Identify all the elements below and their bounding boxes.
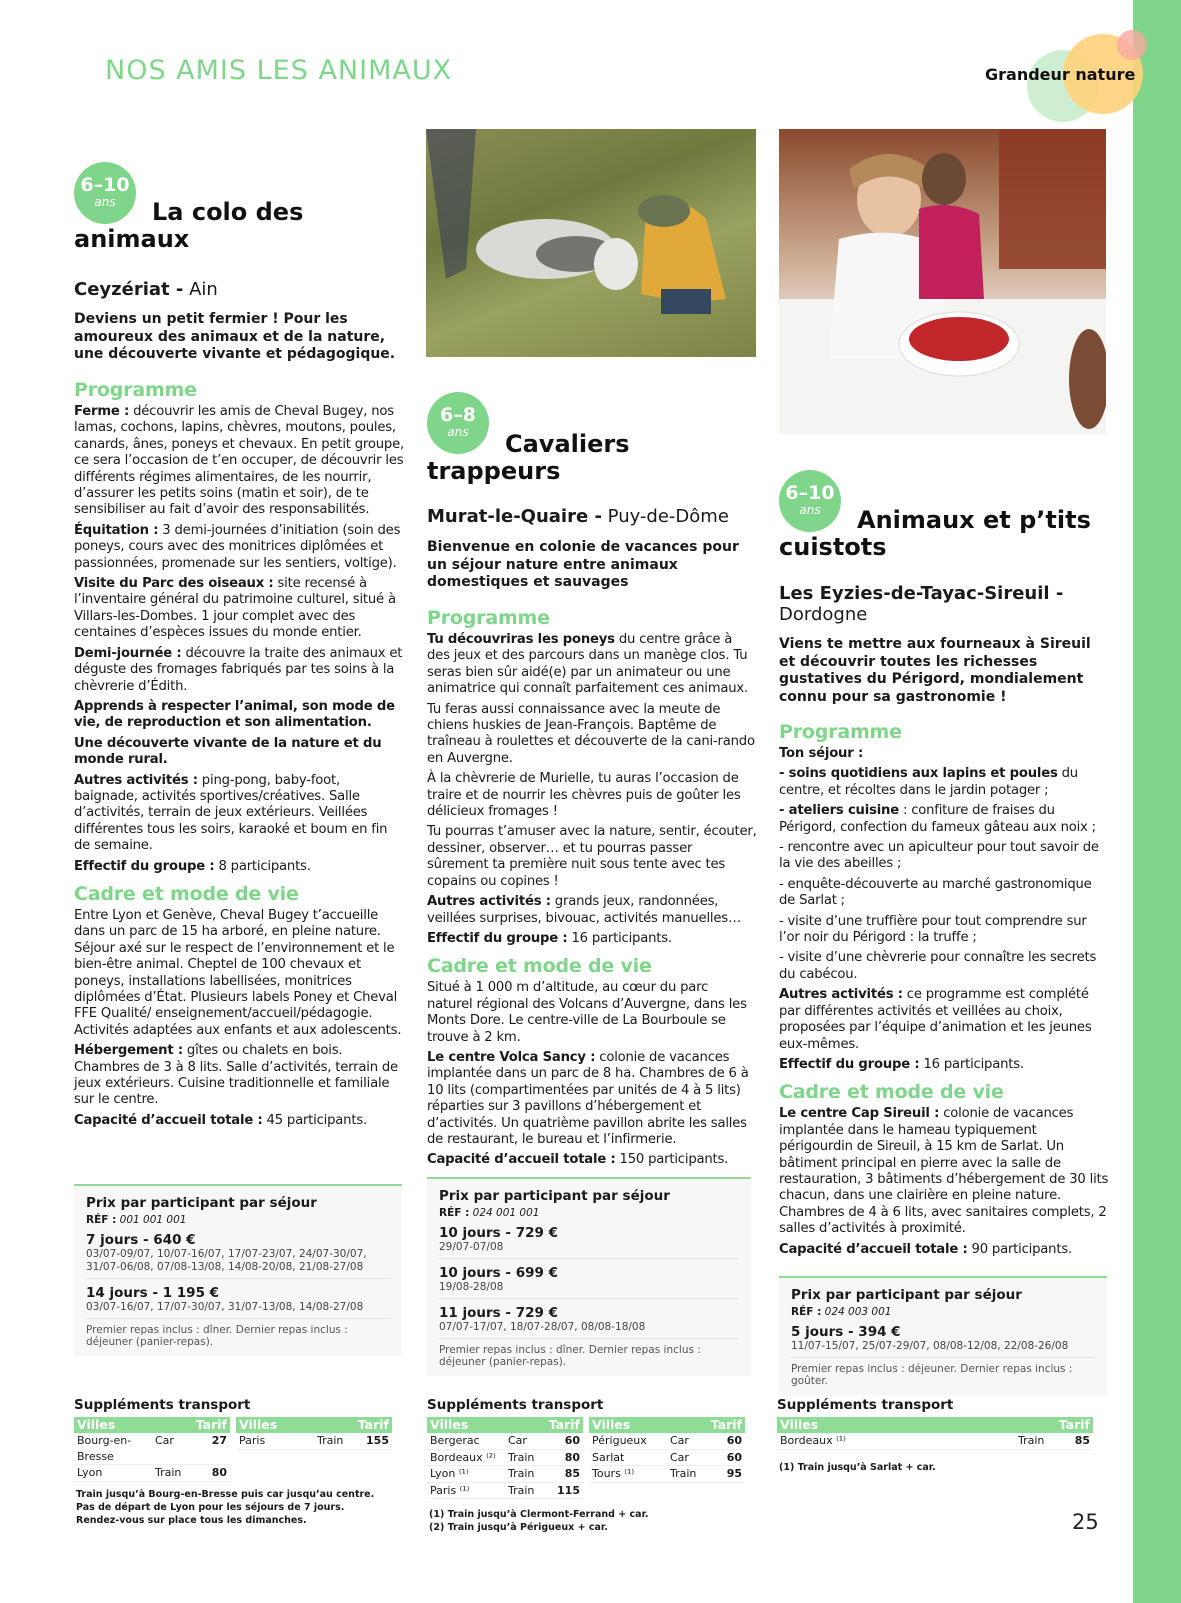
bold-lead: Effectif du groupe : [74,858,215,874]
price-note: Premier repas inclus : déjeuner. Dernier repas inclus : goûter. [791,1363,1073,1387]
page-number: 25 [1072,1510,1099,1534]
table-row [236,1433,392,1450]
price: 60 [726,1450,742,1464]
footnote-line: (2) Train jusqu’à Périgueux + car. [429,1522,608,1533]
programme-paragraph [74,736,404,769]
city: Tours ⁽¹⁾ [592,1467,635,1480]
colo-title: Animaux et p’tits cuistots [779,506,1091,561]
city: Bordeaux ⁽²⁾ [430,1450,496,1464]
colo-body [427,599,757,1173]
mode: Train [508,1483,535,1497]
header-villes: Villes [239,1417,278,1432]
footnote-line: Train jusqu’à Bourg-en-Bresse puis car jusqu’au centre. [76,1489,375,1500]
table-header [589,1417,745,1433]
price: 27 [211,1434,227,1447]
programme-paragraph: Effectif du groupe : 16 participants. [779,1056,1024,1072]
price: 80 [211,1466,227,1479]
programme-paragraph: À la chèvrerie de Murielle, tu auras l’occasion de traire et de nourrir les chèvres puis de goûter les délicieux fromages ! [427,771,741,820]
city: Bordeaux ⁽¹⁾ [780,1434,846,1447]
price-box [74,1184,402,1356]
transport-table [777,1417,1093,1450]
supplements-title: Suppléments transport [427,1397,604,1413]
cadre-heading: Cadre et mode de vie [427,955,652,978]
table-header [236,1417,392,1433]
programme-paragraph: Visite du Parc des oiseaux : site recensé à l’inventaire général du patrimoine culturel, situé à Villars-les-Dombes. 1 jour complet avec des centaines d’espèces issues du monde entier. [74,576,396,641]
mode: Train [1018,1434,1045,1447]
tables-wrap [777,1417,1107,1450]
price-ref: RÉF : 001 001 001 [86,1214,187,1226]
bold-lead: Autres activités : [427,894,551,910]
price-dates: 03/07-09/07, 10/07-16/07, 17/07-23/07, 24/07-30/07, 31/07-06/08, 07/08-13/08, 14/08-20/08, 21/08-27/08 [86,1248,390,1279]
city: Lyon [77,1466,103,1479]
colo-body [779,713,1109,1262]
bold-lead: Capacité d’accueil totale : [427,1152,616,1168]
price-note: Premier repas inclus : dîner. Dernier repas inclus : déjeuner (panier-repas). [86,1324,348,1348]
programme-paragraph: Tu découvriras les poneys du centre grâce à des jeux et des parcours dans un manège clos. Tu seras bien sûr aidé(e) par un animateur ou une animatrice qui connaît parfaitement ces animaux. [427,632,749,697]
mode: Train [317,1434,344,1447]
header-villes: Villes [780,1417,819,1432]
age-badge: 6–10 ans [779,470,841,532]
programme-paragraph: Autres activités : grands jeux, randonnées, veillées surprises, bivouac, activités manuelles… [427,894,741,926]
mode: Car [155,1434,174,1447]
header-tarif: Tarif [195,1417,227,1432]
photo-children-cooking [779,129,1106,434]
colo-intro: Deviens un petit fermier ! Pour les amoureux des animaux et de la nature, une découverte vivante et pédagogique. [74,311,396,362]
city: Bergerac [430,1434,480,1447]
footnote-line: (1) Train jusqu’à Clermont-Ferrand + car. [429,1509,649,1520]
cadre-heading: Cadre et mode de vie [74,882,299,905]
table-header [427,1417,583,1433]
mode: Train [508,1450,535,1464]
price-title: Prix par participant par séjour [439,1188,670,1204]
price-ref: RÉF : 024 001 001 [439,1207,540,1219]
header-villes: Villes [77,1417,116,1432]
city: Lyon ⁽¹⁾ [430,1467,469,1480]
bold-lead: Effectif du groupe : [779,1056,920,1072]
colo-body [74,371,404,1133]
price-title: Prix par participant par séjour [791,1287,1022,1303]
bold-lead: Demi-journée : [74,645,182,661]
transport-supplements [74,1397,404,1482]
side-color-band [1133,0,1181,1603]
programme-paragraph: - soins quotidiens aux lapins et poules du centre, et récoltes dans le jardin potager ; [779,766,1078,798]
price: 115 [557,1483,580,1497]
programme-paragraph: Demi-journée : découvre la traite des animaux et déguste des fromages fabriqués par tes soins à la chèvrerie d’Édith. [74,645,403,694]
transport-supplements [427,1397,757,1499]
programme-paragraph [779,746,1109,762]
cadre-paragraph: Entre Lyon et Genève, Cheval Bugey t’accueille dans un parc de 15 ha arboré, en pleine nature. Séjour axé sur le respect de l’environnement et le bien-être animal. Cheptel de 100 chevaux et poneys, installations labellisées, monitrices diplômées d’État. Plusieurs labels Poney et Cheval FFE Qualité/ enseignement/accueil/pédagogie. Activités adaptées aux enfants et aux adolescents. [74,907,402,1038]
price-duration: 5 jours - 394 € [791,1324,901,1340]
price: 95 [726,1467,742,1480]
cadre-paragraph: Capacité d’accueil totale : 45 participants. [74,1112,367,1128]
footnote-line: Rendez-vous sur place tous les dimanches. [76,1515,307,1526]
city: Périgueux [592,1434,647,1447]
mode: Train [670,1467,697,1480]
transport-footnote [76,1488,406,1527]
price-dates: 19/08-28/08 [439,1281,739,1299]
price-duration: 14 jours - 1 195 € [86,1285,220,1301]
price-duration: 10 jours - 699 € [439,1265,558,1281]
programme-paragraph: Autres activités : ce programme est complété par différentes activités et veillées au choix, proposées par l’équipe d’animation et les jeunes eux-mêmes. [779,987,1092,1052]
price-duration: 11 jours - 729 € [439,1305,558,1321]
bold-lead: Capacité d’accueil totale : [74,1112,263,1128]
mode: Car [670,1434,689,1447]
header-villes: Villes [430,1417,469,1432]
cadre-paragraph: Capacité d’accueil totale : 90 participants. [779,1241,1072,1257]
city: Paris ⁽¹⁾ [430,1483,470,1497]
ref-label: RÉF : [439,1207,470,1219]
programme-paragraph: - visite d’une chèvrerie pour connaître les secrets du cabécou. [779,950,1097,982]
programme-heading: Programme [779,721,902,743]
bold-lead: Ton séjour : [779,746,864,761]
price-note: Premier repas inclus : dîner. Dernier repas inclus : déjeuner (panier-repas). [439,1344,701,1368]
bold-lead: Hébergement : [74,1043,183,1059]
bold-lead: Tu découvriras les poneys [427,632,615,647]
programme-heading: Programme [427,607,550,629]
cadre-paragraph: Le centre Cap Sireuil : colonie de vacances implantée dans le hameau typiquement périgourdin de Sireuil, à 15 km de Sarlat. Un bâtiment principal en pierre avec la salle de restauration, 3 bâtiments d’hébergement de 30 lits chacun, dans une clairière en pleine nature. Chambres de 4 à 6 lits, avec sanitaires complets, 2 salles d’activités à proximité. [779,1106,1109,1237]
header-tarif: Tarif [357,1417,389,1432]
price: 60 [564,1434,580,1447]
table-row [589,1450,745,1467]
programme-paragraph: Effectif du groupe : 8 participants. [74,858,311,874]
price: 85 [564,1467,580,1480]
price-duration: 10 jours - 729 € [439,1225,558,1241]
city: Sarlat [592,1450,625,1464]
colo-intro: Viens te mettre aux fourneaux à Sireuil et découvrir toutes les richesses gustatives du Périgord, mondialement connu pour sa gastronomie ! [779,636,1091,705]
footnote-line: Pas de départ de Lyon pour les séjours de 7 jours. [76,1502,345,1513]
colo-location: Les Eyzies-de-Tayac-Sireuil - Dordogne [779,583,1064,625]
table-row [427,1433,583,1450]
mode: Car [508,1434,527,1447]
ref-label: RÉF : [86,1214,117,1226]
table-row [589,1466,745,1483]
price: 80 [564,1450,580,1464]
price-box [427,1177,751,1376]
category-label: Grandeur nature [985,65,1136,84]
bold-lead: Le centre Volca Sancy : [427,1049,596,1065]
table-row [427,1466,583,1483]
programme-paragraph: Autres activités : ping-pong, baby-foot, baignade, activités sportives/créatives. Salle d’activités, terrain de jeux extérieurs. Veillées différentes tous les soirs, karaoké et boum en fin de semaine. [74,772,388,854]
footnote-line: (1) Train jusqu’à Sarlat + car. [779,1462,936,1473]
mode: Train [508,1467,535,1480]
supplements-title: Suppléments transport [777,1397,954,1413]
city: Bourg-en-Bresse [77,1434,132,1463]
colo-intro: Bienvenue en colonie de vacances pour un séjour nature entre animaux domestiques et sauvages [427,539,739,590]
colo-title: La colo des animaux [74,198,304,253]
tables-wrap [427,1417,757,1499]
bold-lead: Ferme : [74,404,130,419]
programme-paragraph: - enquête-découverte au marché gastronomique de Sarlat ; [779,876,1092,909]
section-title: NOS AMIS LES ANIMAUX [105,55,453,86]
transport-table [427,1417,583,1499]
tables-wrap [74,1417,404,1482]
bold-lead: Effectif du groupe : [427,930,568,946]
programme-paragraph [74,699,404,732]
bold-lead: Capacité d’accueil totale : [779,1241,968,1257]
transport-footnote [429,1508,759,1534]
transport-footnote [779,1461,1109,1474]
programme-paragraph: Tu feras aussi connaissance avec la meute de chiens huskies de Jean-François. Baptême de traîneau à roulettes et découverte de la cani-rando en Auvergne. [427,701,755,766]
cadre-paragraph: Hébergement : gîtes ou chalets en bois. Chambres de 3 à 8 lits. Salle d’activités, terrain de jeux extérieurs. Cuisine traditionnelle et familiale sur le centre. [74,1043,398,1108]
header-tarif: Tarif [710,1417,742,1432]
city: Paris [239,1434,266,1447]
table-row [427,1450,583,1467]
price-ref: RÉF : 024 003 001 [791,1306,892,1318]
colo-title: Cavaliers trappeurs [427,430,630,485]
price: 60 [726,1434,742,1447]
programme-paragraph: Effectif du groupe : 16 participants. [427,930,672,946]
table-row [427,1483,583,1500]
price-duration: 7 jours - 640 € [86,1232,196,1248]
price-dates: 07/07-17/07, 18/07-28/07, 08/08-18/08 [439,1321,739,1339]
transport-table [74,1417,230,1482]
age-badge: 6–10 ans [74,162,136,224]
programme-paragraph: - visite d’une truffière pour tout comprendre sur l’or noir du Périgord : la truffe ; [779,913,1087,946]
programme-paragraph: - ateliers cuisine : confiture de fraises du Périgord, confection du fameux gâteau aux noix ; [779,803,1096,835]
bold-lead: Équitation : [74,522,159,538]
colo-location: Murat-le-Quaire - Puy-de-Dôme [427,506,729,527]
price-title: Prix par participant par séjour [86,1195,317,1211]
table-row [589,1433,745,1450]
cadre-paragraph: Situé à 1 000 m d’altitude, au cœur du parc naturel régional des Volcans d’Auvergne, dans les Monts Dore. Le centre-ville de La Bourboule se trouve à 2 km. [427,980,747,1045]
price: 85 [1074,1434,1090,1447]
bold-lead: Visite du Parc des oiseaux : [74,576,274,592]
age-badge: 6–8 ans [427,392,489,454]
transport-table [589,1417,745,1499]
mode: Train [155,1466,182,1479]
ref-label: RÉF : [791,1306,822,1318]
bold-lead: Une découverte vivante de la nature et du monde rural. [74,735,382,768]
price-dates: 03/07-16/07, 17/07-30/07, 31/07-13/08, 14/08-27/08 [86,1301,390,1319]
bold-lead: Le centre Cap Sireuil : [779,1106,940,1122]
cadre-paragraph: Le centre Volca Sancy : colonie de vacances implantée dans un parc de 8 ha. Chambres de 6 à 10 lits (compartimentées par unités de 4 à 5 lits) réparties sur 3 pavillons d’hébergement et d’activités. Un quatrième pavillon abrite les salles de restaurant, le bureau et l’infirmerie. [427,1049,749,1147]
bold-lead: Apprends à respecter l’animal, son mode de vie, de reproduction et son alimentation. [74,698,395,731]
table-row [74,1433,230,1465]
header-tarif: Tarif [548,1417,580,1432]
mode: Car [670,1450,689,1464]
price-dates: 11/07-15/07, 25/07-29/07, 08/08-12/08, 22/08-26/08 [791,1340,1095,1358]
cadre-heading: Cadre et mode de vie [779,1081,1004,1104]
transport-table [236,1417,392,1482]
header-villes: Villes [592,1417,631,1432]
bold-lead: Autres activités : [74,772,198,788]
table-row [74,1465,230,1482]
price-dates: 29/07-07/08 [439,1241,739,1259]
programme-paragraph: Ferme : découvrir les amis de Cheval Bugey, nos lamas, cochons, lapins, chèvres, moutons, poules, canards, ânes, poneys et chevaux. En petit groupe, ce sera l’occasion de t’en occuper, de découvrir les différents régimes alimentaires, de les nourrir, d’assurer les petits soins (matin et soir), de te sensibiliser au fait d’avoir des responsabilités. [74,404,404,518]
cadre-paragraph: Capacité d’accueil totale : 150 participants. [427,1152,729,1168]
table-header [74,1417,230,1433]
supplements-title: Suppléments transport [74,1397,251,1413]
price-box [779,1276,1107,1395]
bold-lead: - soins quotidiens aux lapins et poules [779,766,1058,782]
price: 155 [366,1434,389,1447]
colo-location: Ceyzériat - Ain [74,279,218,300]
programme-paragraph: Équitation : 3 demi-journées d’initiation (soin des poneys, cours avec des monitrices diplômées et passionnées, promenade sur les sentiers, voltige). [74,522,401,571]
table-header [777,1417,1093,1433]
programme-heading: Programme [74,379,197,401]
header-tarif: Tarif [1058,1417,1090,1432]
bold-lead: Autres activités : [779,987,903,1003]
photo-child-with-husky [426,129,756,357]
bold-lead: - ateliers cuisine [779,803,899,819]
table-row [777,1433,1093,1450]
programme-paragraph: Tu pourras t’amuser avec la nature, sentir, écouter, dessiner, observer… et tu pourras passer sûrement ta première nuit sous tente avec tes copains ou copines ! [427,824,757,889]
programme-paragraph: - rencontre avec un apiculteur pour tout savoir de la vie des abeilles ; [779,840,1099,872]
transport-supplements [777,1397,1107,1450]
